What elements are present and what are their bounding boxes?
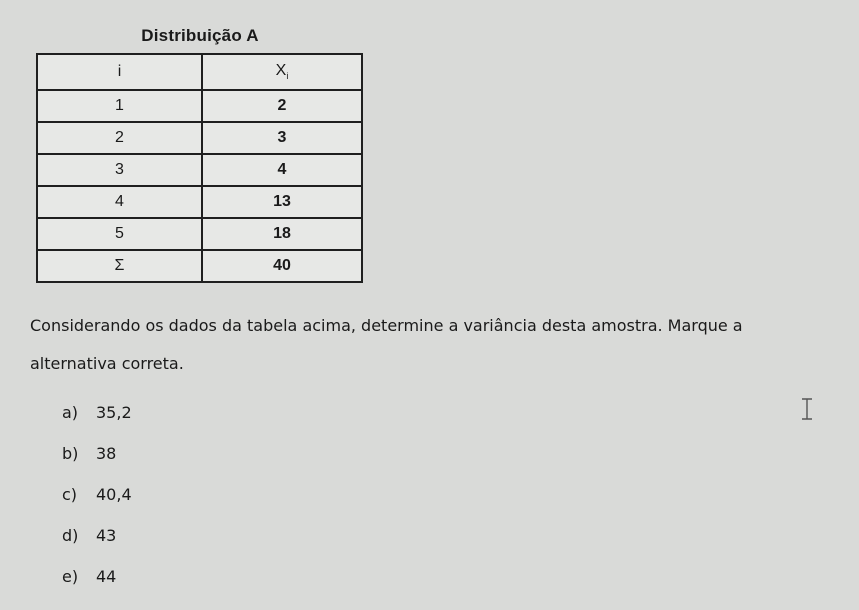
header-i: i <box>37 54 202 90</box>
cell-sum-value: 40 <box>202 250 362 282</box>
cell-x: 3 <box>202 122 362 154</box>
option-value: 44 <box>96 567 117 586</box>
table-sum-row <box>37 250 362 282</box>
option-value: 35,2 <box>96 403 132 422</box>
cell-x: 13 <box>202 186 362 218</box>
option-letter: a) <box>62 403 79 422</box>
distribution-table <box>36 53 363 283</box>
question-text: Considerando os dados da tabela acima, determine a variância desta amostra. Marque a alternativa correta. <box>30 316 743 373</box>
table-header-row <box>37 54 362 90</box>
cell-i: 1 <box>37 90 202 122</box>
table-row <box>37 154 362 186</box>
header-x-subscript: i <box>286 71 289 82</box>
option-d[interactable] <box>62 521 132 562</box>
cell-sum-symbol: Σ <box>37 250 202 282</box>
option-c[interactable] <box>62 480 132 521</box>
table-row <box>37 90 362 122</box>
cell-x: 2 <box>202 90 362 122</box>
header-x: $X_i$ <box>202 54 362 90</box>
option-letter: b) <box>62 444 79 463</box>
text-cursor-icon <box>800 398 814 420</box>
option-value: 40,4 <box>96 485 132 504</box>
answer-options <box>62 398 132 603</box>
cell-i: 5 <box>37 218 202 250</box>
option-e[interactable] <box>62 562 132 603</box>
table-row <box>37 186 362 218</box>
table-row <box>37 122 362 154</box>
cell-x: 4 <box>202 154 362 186</box>
option-letter: e) <box>62 567 79 586</box>
option-letter: c) <box>62 485 78 504</box>
option-value: 43 <box>96 526 117 545</box>
option-value: 38 <box>96 444 117 463</box>
option-b[interactable] <box>62 439 132 480</box>
table-row <box>37 218 362 250</box>
cell-i: 2 <box>37 122 202 154</box>
cell-i: 4 <box>37 186 202 218</box>
table-title: Distribuição A <box>141 26 259 45</box>
option-letter: d) <box>62 526 79 545</box>
option-a[interactable] <box>62 398 132 439</box>
cell-x: 18 <box>202 218 362 250</box>
cell-i: 3 <box>37 154 202 186</box>
